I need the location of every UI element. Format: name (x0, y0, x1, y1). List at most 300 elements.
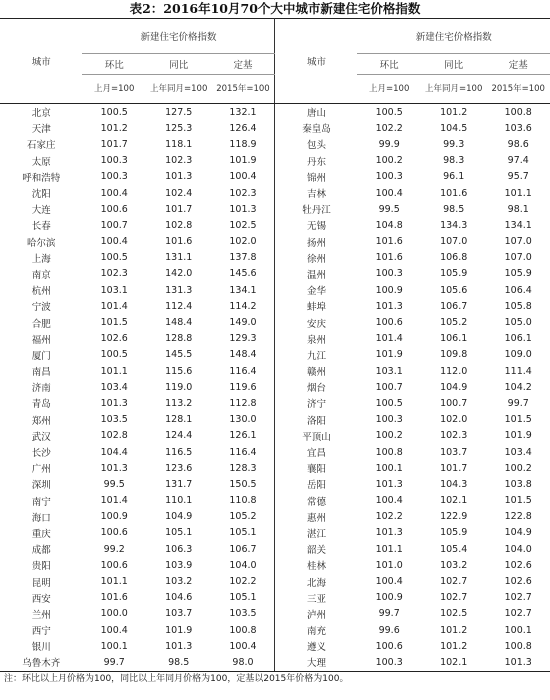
base-right-cell: 102.7 (504, 592, 532, 604)
mom-right-cell: 101.3 (375, 478, 403, 490)
city-right-cell: 丹东 (306, 156, 326, 168)
mom-right-cell: 101.3 (375, 300, 403, 312)
base-right-cell: 107.0 (504, 252, 532, 264)
table-row (0, 347, 550, 363)
yoy-left-cell: 110.1 (165, 495, 193, 507)
yoy-left-cell: 131.1 (165, 252, 193, 264)
base-right-cell: 101.5 (504, 414, 532, 426)
table-row (0, 153, 550, 169)
base-right-cell: 122.8 (504, 511, 532, 523)
city-header-right: 城市 (275, 19, 357, 104)
base-right-cell: 105.0 (504, 317, 532, 329)
yoy-right-cell: 102.1 (440, 495, 468, 507)
mom-left-cell: 100.4 (100, 187, 128, 199)
mom-left-cell: 100.5 (100, 349, 128, 361)
yoy-right-cell: 107.0 (440, 236, 468, 248)
yoy-left-cell: 125.3 (165, 122, 193, 134)
city-left-cell: 深圳 (31, 480, 51, 492)
base-right-cell: 100.1 (504, 624, 532, 636)
mom-right-cell: 101.4 (375, 333, 403, 345)
base-left-cell: 137.8 (212, 250, 275, 266)
base-right-cell: 97.4 (507, 155, 529, 167)
mom-right-cell: 100.8 (375, 446, 403, 458)
base-left-cell: 102.5 (212, 217, 275, 233)
city-left-cell: 海口 (31, 512, 51, 524)
base-right-cell: 100.2 (504, 462, 532, 474)
city-left-cell: 杭州 (31, 286, 51, 298)
yoy-right-cell: 109.8 (440, 349, 468, 361)
yoy-left-cell: 101.7 (165, 203, 193, 215)
yoy-left-cell: 131.3 (165, 284, 193, 296)
yoy-right-cell: 102.7 (440, 592, 468, 604)
base-right-cell: 98.1 (507, 203, 529, 215)
mom-left-cell: 102.6 (100, 333, 128, 345)
base-left-cell: 114.2 (212, 298, 275, 314)
yoy-right-cell: 102.0 (440, 414, 468, 426)
mom-right-cell: 101.3 (375, 527, 403, 539)
mom-right-cell: 101.1 (375, 543, 403, 555)
table-row (0, 428, 550, 444)
base-left-cell: 128.3 (212, 460, 275, 476)
mom-right-cell: 104.8 (375, 219, 403, 231)
city-right-cell: 遵义 (306, 642, 326, 654)
mom-right-cell: 100.5 (375, 106, 403, 118)
mom-left-cell: 101.3 (100, 462, 128, 474)
yoy-sub-left: 上年同月=100 (146, 75, 212, 104)
yoy-left-cell: 127.5 (165, 106, 193, 118)
yoy-right-cell: 105.2 (440, 317, 468, 329)
city-right-cell: 烟台 (306, 383, 326, 395)
yoy-right-cell: 103.7 (440, 446, 468, 458)
base-left-cell: 101.3 (212, 201, 275, 217)
base-right-cell: 104.2 (504, 381, 532, 393)
mom-right-cell: 100.9 (375, 592, 403, 604)
mom-left-cell: 99.2 (103, 543, 125, 555)
table-row (0, 493, 550, 509)
yoy-right-cell: 105.4 (440, 543, 468, 555)
city-right-cell: 洛阳 (306, 415, 326, 427)
base-right-cell: 99.7 (507, 397, 529, 409)
city-right-cell: 湛江 (306, 528, 326, 540)
yoy-left-cell: 103.9 (165, 559, 193, 571)
yoy-left-cell: 101.3 (165, 640, 193, 652)
mom-right-cell: 101.0 (375, 559, 403, 571)
table-title: 表2：2016年10月70个大中城市新建住宅价格指数 (129, 1, 421, 16)
yoy-right-cell: 105.9 (440, 527, 468, 539)
yoy-right-cell: 98.5 (443, 203, 465, 215)
yoy-right-cell: 104.5 (440, 122, 468, 134)
city-left-cell: 厦门 (31, 350, 51, 362)
base-right-cell: 111.4 (504, 365, 532, 377)
table-row (0, 234, 550, 250)
table-row (0, 266, 550, 282)
table-row (0, 169, 550, 185)
city-left-cell: 西安 (31, 593, 51, 605)
table-row (0, 363, 550, 379)
city-left-cell: 太原 (31, 156, 51, 168)
mom-right-cell: 101.6 (375, 236, 403, 248)
mom-left-cell: 100.9 (100, 511, 128, 523)
city-right-cell: 宜昌 (306, 448, 326, 460)
yoy-right-cell: 102.1 (421, 654, 487, 671)
mom-left-cell: 100.7 (100, 219, 128, 231)
mom-right-cell: 103.1 (375, 365, 403, 377)
base-right-cell: 101.9 (504, 430, 532, 442)
city-right-cell: 南充 (306, 626, 326, 638)
footnote: 注：环比以上月价格为100，同比以上年同月价格为100，定基以2015年价格为100。 (4, 673, 349, 684)
yoy-left-cell: 102.4 (165, 187, 193, 199)
city-right-cell: 金华 (306, 286, 326, 298)
city-right-cell: 大理 (275, 654, 357, 671)
city-right-cell: 无锡 (306, 221, 326, 233)
base-left-cell: 119.6 (212, 379, 275, 395)
mom-right-cell: 99.7 (378, 608, 400, 620)
yoy-left-cell: 128.1 (165, 414, 193, 426)
table-row (0, 412, 550, 428)
mom-right-cell: 100.2 (375, 155, 403, 167)
yoy-right-cell: 101.2 (440, 624, 468, 636)
base-right-cell: 100.8 (504, 640, 532, 652)
table-row (0, 476, 550, 492)
yoy-left-cell: 112.4 (165, 300, 193, 312)
table-row (0, 314, 550, 330)
city-left-cell: 南昌 (31, 367, 51, 379)
mom-left-cell: 100.4 (100, 236, 128, 248)
base-left-cell: 130.0 (212, 412, 275, 428)
yoy-right-cell: 103.2 (440, 559, 468, 571)
table-row (0, 185, 550, 201)
city-left-cell: 北京 (31, 108, 51, 120)
city-left-cell: 广州 (31, 464, 51, 476)
city-left-cell: 呼和浩特 (22, 172, 61, 184)
city-right-cell: 扬州 (306, 237, 326, 249)
city-right-cell: 襄阳 (306, 464, 326, 476)
base-right-cell: 106.4 (504, 284, 532, 296)
base-left-cell: 102.0 (212, 234, 275, 250)
base-header-right: 定基 (486, 54, 550, 75)
base-left-cell: 100.4 (212, 638, 275, 654)
mom-right-cell: 101.6 (375, 252, 403, 264)
base-right-cell: 105.8 (504, 300, 532, 312)
yoy-left-cell: 98.5 (146, 654, 212, 671)
base-right-cell: 104.0 (504, 543, 532, 555)
mom-left-cell: 100.5 (100, 252, 128, 264)
mom-left-cell: 100.4 (100, 624, 128, 636)
mom-left-cell: 101.1 (100, 576, 128, 588)
yoy-left-cell: 104.6 (165, 592, 193, 604)
mom-left-cell: 102.3 (100, 268, 128, 280)
mom-right-cell: 100.4 (375, 576, 403, 588)
mom-right-cell: 101.9 (375, 349, 403, 361)
yoy-right-cell: 105.6 (440, 284, 468, 296)
table-row (0, 622, 550, 638)
mom-right-cell: 100.3 (375, 268, 403, 280)
table-row (0, 606, 550, 622)
yoy-right-cell: 102.7 (440, 576, 468, 588)
city-left-cell: 贵阳 (31, 561, 51, 573)
base-left-cell: 132.1 (212, 104, 275, 121)
table-row (0, 379, 550, 395)
mom-right-cell: 102.2 (375, 122, 403, 134)
base-header-left: 定基 (212, 54, 275, 75)
mom-left-cell: 101.4 (100, 495, 128, 507)
yoy-left-cell: 106.3 (165, 543, 193, 555)
mom-left-cell: 100.3 (100, 171, 128, 183)
table-row (0, 590, 550, 606)
base-right-cell: 101.5 (504, 495, 532, 507)
city-right-cell: 锦州 (306, 172, 326, 184)
city-left-cell: 上海 (31, 253, 51, 265)
yoy-sub-right: 上年同月=100 (421, 75, 487, 104)
yoy-left-cell: 128.8 (165, 333, 193, 345)
base-right-cell: 134.1 (504, 219, 532, 231)
mom-right-cell: 100.3 (375, 414, 403, 426)
mom-left-cell: 101.2 (100, 122, 128, 134)
city-left-cell: 哈尔滨 (26, 237, 56, 249)
city-left-cell: 武汉 (31, 431, 51, 443)
table-row (0, 217, 550, 233)
yoy-left-cell: 145.5 (165, 349, 193, 361)
table-row (0, 331, 550, 347)
base-right-cell: 103.6 (504, 122, 532, 134)
yoy-left-cell: 101.9 (165, 624, 193, 636)
base-right-cell: 107.0 (504, 236, 532, 248)
yoy-left-cell: 124.4 (165, 430, 193, 442)
mom-right-cell: 99.6 (378, 624, 400, 636)
city-left-cell: 银川 (31, 642, 51, 654)
mom-right-cell: 100.4 (375, 187, 403, 199)
base-right-cell: 101.3 (486, 654, 550, 671)
mom-right-cell: 99.5 (378, 203, 400, 215)
mom-right-cell: 99.9 (378, 138, 400, 150)
city-left-cell: 重庆 (31, 528, 51, 540)
table-row (0, 557, 550, 573)
city-left-cell: 成都 (31, 545, 51, 557)
mom-right-cell: 102.2 (375, 511, 403, 523)
table-row (0, 444, 550, 460)
mom-left-cell: 101.6 (100, 592, 128, 604)
city-right-cell: 惠州 (306, 512, 326, 524)
yoy-left-cell: 113.2 (165, 397, 193, 409)
city-left-cell: 南京 (31, 269, 51, 281)
mom-left-cell: 101.7 (100, 138, 128, 150)
yoy-header-left: 同比 (146, 54, 212, 75)
city-right-cell: 北海 (306, 577, 326, 589)
table-row (0, 201, 550, 217)
city-right-cell: 泸州 (306, 609, 326, 621)
base-right-cell: 109.0 (504, 349, 532, 361)
base-left-cell: 116.4 (212, 363, 275, 379)
table-row (0, 541, 550, 557)
yoy-right-cell: 102.5 (440, 608, 468, 620)
base-left-cell: 100.4 (212, 169, 275, 185)
table-row (0, 525, 550, 541)
yoy-right-cell: 101.2 (440, 106, 468, 118)
yoy-right-cell: 101.7 (440, 462, 468, 474)
city-right-cell: 秦皇岛 (302, 124, 331, 136)
base-right-cell: 95.7 (507, 171, 529, 183)
mom-left-cell: 101.5 (100, 317, 128, 329)
table-row (0, 298, 550, 314)
table-row (0, 104, 550, 121)
mom-right-cell: 100.7 (375, 381, 403, 393)
city-left-cell: 大连 (31, 205, 51, 217)
base-left-cell: 106.7 (212, 541, 275, 557)
city-left-cell: 天津 (31, 124, 51, 136)
city-right-cell: 温州 (306, 269, 326, 281)
base-left-cell: 145.6 (212, 266, 275, 282)
mom-right-cell: 100.3 (375, 171, 403, 183)
city-left-cell: 石家庄 (26, 140, 56, 152)
base-right-cell: 98.6 (507, 138, 529, 150)
yoy-right-cell: 122.9 (440, 511, 468, 523)
base-left-cell: 110.8 (212, 493, 275, 509)
city-right-cell: 牡丹江 (302, 205, 331, 217)
city-left-cell: 福州 (31, 334, 51, 346)
yoy-left-cell: 102.3 (165, 155, 193, 167)
yoy-right-cell: 105.9 (440, 268, 468, 280)
mom-right-cell: 100.9 (375, 284, 403, 296)
yoy-left-cell: 104.9 (165, 511, 193, 523)
city-left-cell: 乌鲁木齐 (0, 654, 82, 671)
city-left-cell: 昆明 (31, 577, 51, 589)
city-left-cell: 合肥 (31, 318, 51, 330)
city-header-left: 城市 (0, 19, 82, 104)
city-right-cell: 常德 (306, 496, 326, 508)
mom-left-cell: 100.6 (100, 527, 128, 539)
base-right-cell: 106.1 (504, 333, 532, 345)
base-left-cell: 148.4 (212, 347, 275, 363)
index-group-header-left: 新建住宅价格指数 (82, 19, 274, 54)
table-row (0, 573, 550, 589)
city-left-cell: 长沙 (31, 448, 51, 460)
yoy-right-cell: 112.0 (440, 365, 468, 377)
mom-right-cell: 100.5 (375, 397, 403, 409)
mom-left-cell: 100.3 (100, 155, 128, 167)
mom-left-cell: 102.8 (100, 430, 128, 442)
base-left-cell: 101.9 (212, 153, 275, 169)
city-left-cell: 郑州 (31, 415, 51, 427)
yoy-right-cell: 101.2 (440, 640, 468, 652)
city-right-cell: 赣州 (306, 367, 326, 379)
base-right-cell: 102.7 (504, 608, 532, 620)
city-left-cell: 兰州 (31, 609, 51, 621)
yoy-right-cell: 101.6 (440, 187, 468, 199)
city-left-cell: 济南 (31, 383, 51, 395)
base-left-cell: 112.8 (212, 395, 275, 411)
base-left-cell: 134.1 (212, 282, 275, 298)
city-right-cell: 济宁 (306, 399, 326, 411)
base-left-cell: 105.2 (212, 509, 275, 525)
mom-left-cell: 100.1 (100, 640, 128, 652)
table-row (0, 250, 550, 266)
mom-left-cell: 99.5 (103, 478, 125, 490)
yoy-left-cell: 115.6 (165, 365, 193, 377)
yoy-right-cell: 99.3 (443, 138, 465, 150)
mom-left-cell: 101.4 (100, 300, 128, 312)
yoy-right-cell: 96.1 (443, 171, 465, 183)
yoy-right-cell: 104.9 (440, 381, 468, 393)
mom-right-cell: 100.3 (357, 654, 420, 671)
base-right-cell: 102.6 (504, 576, 532, 588)
mom-left-cell: 103.4 (100, 381, 128, 393)
base-left-cell: 126.4 (212, 120, 275, 136)
mom-left-cell: 104.4 (100, 446, 128, 458)
base-left-cell: 104.0 (212, 557, 275, 573)
city-left-cell: 沈阳 (31, 189, 51, 201)
city-right-cell: 九江 (306, 350, 326, 362)
yoy-left-cell: 148.4 (165, 317, 193, 329)
yoy-left-cell: 101.3 (165, 171, 193, 183)
base-left-cell: 102.2 (212, 573, 275, 589)
yoy-left-cell: 103.7 (165, 608, 193, 620)
base-right-cell: 101.1 (504, 187, 532, 199)
mom-right-cell: 100.6 (375, 317, 403, 329)
city-right-cell: 唐山 (306, 108, 326, 120)
base-right-cell: 105.9 (504, 268, 532, 280)
city-right-cell: 平顶山 (302, 431, 331, 443)
mom-left-cell: 101.1 (100, 365, 128, 377)
mom-sub-right: 上月=100 (357, 75, 420, 104)
yoy-right-cell: 104.3 (440, 478, 468, 490)
mom-left-cell: 100.0 (100, 608, 128, 620)
mom-left-cell: 99.7 (82, 654, 145, 671)
base-left-cell: 100.8 (212, 622, 275, 638)
mom-right-cell: 100.6 (375, 640, 403, 652)
city-right-cell: 韶关 (306, 545, 326, 557)
yoy-left-cell: 102.8 (165, 219, 193, 231)
city-right-cell: 岳阳 (306, 480, 326, 492)
base-right-cell: 100.8 (504, 106, 532, 118)
city-right-cell: 蚌埠 (306, 302, 326, 314)
mom-right-cell: 100.1 (375, 462, 403, 474)
base-left-cell: 105.1 (212, 525, 275, 541)
yoy-right-cell: 106.1 (440, 333, 468, 345)
yoy-right-cell: 98.3 (443, 155, 465, 167)
city-left-cell: 南宁 (31, 496, 51, 508)
city-right-cell: 桂林 (306, 561, 326, 573)
mom-sub-left: 上月=100 (82, 75, 145, 104)
city-right-cell: 吉林 (306, 189, 326, 201)
table-row (0, 460, 550, 476)
city-left-cell: 宁波 (31, 302, 51, 314)
yoy-right-cell: 102.3 (440, 430, 468, 442)
mom-left-cell: 100.6 (100, 203, 128, 215)
mom-left-cell: 103.5 (100, 414, 128, 426)
mom-left-cell: 103.1 (100, 284, 128, 296)
base-sub-left: 2015年=100 (212, 75, 275, 104)
base-left-cell: 150.5 (212, 476, 275, 492)
mom-header-right: 环比 (357, 54, 420, 75)
city-right-cell: 三亚 (306, 593, 326, 605)
base-left-cell: 118.9 (212, 136, 275, 152)
yoy-left-cell: 142.0 (165, 268, 193, 280)
base-left-cell: 129.3 (212, 331, 275, 347)
yoy-left-cell: 123.6 (165, 462, 193, 474)
yoy-header-right: 同比 (421, 54, 487, 75)
yoy-left-cell: 131.7 (165, 478, 193, 490)
index-group-header-right: 新建住宅价格指数 (357, 19, 550, 54)
table-row (0, 638, 550, 654)
base-left-cell: 103.5 (212, 606, 275, 622)
mom-right-cell: 100.2 (375, 430, 403, 442)
base-left-cell: 98.0 (212, 654, 275, 671)
base-left-cell: 149.0 (212, 314, 275, 330)
table-row (0, 120, 550, 136)
yoy-left-cell: 105.1 (165, 527, 193, 539)
yoy-left-cell: 118.1 (165, 138, 193, 150)
base-right-cell: 104.9 (504, 527, 532, 539)
